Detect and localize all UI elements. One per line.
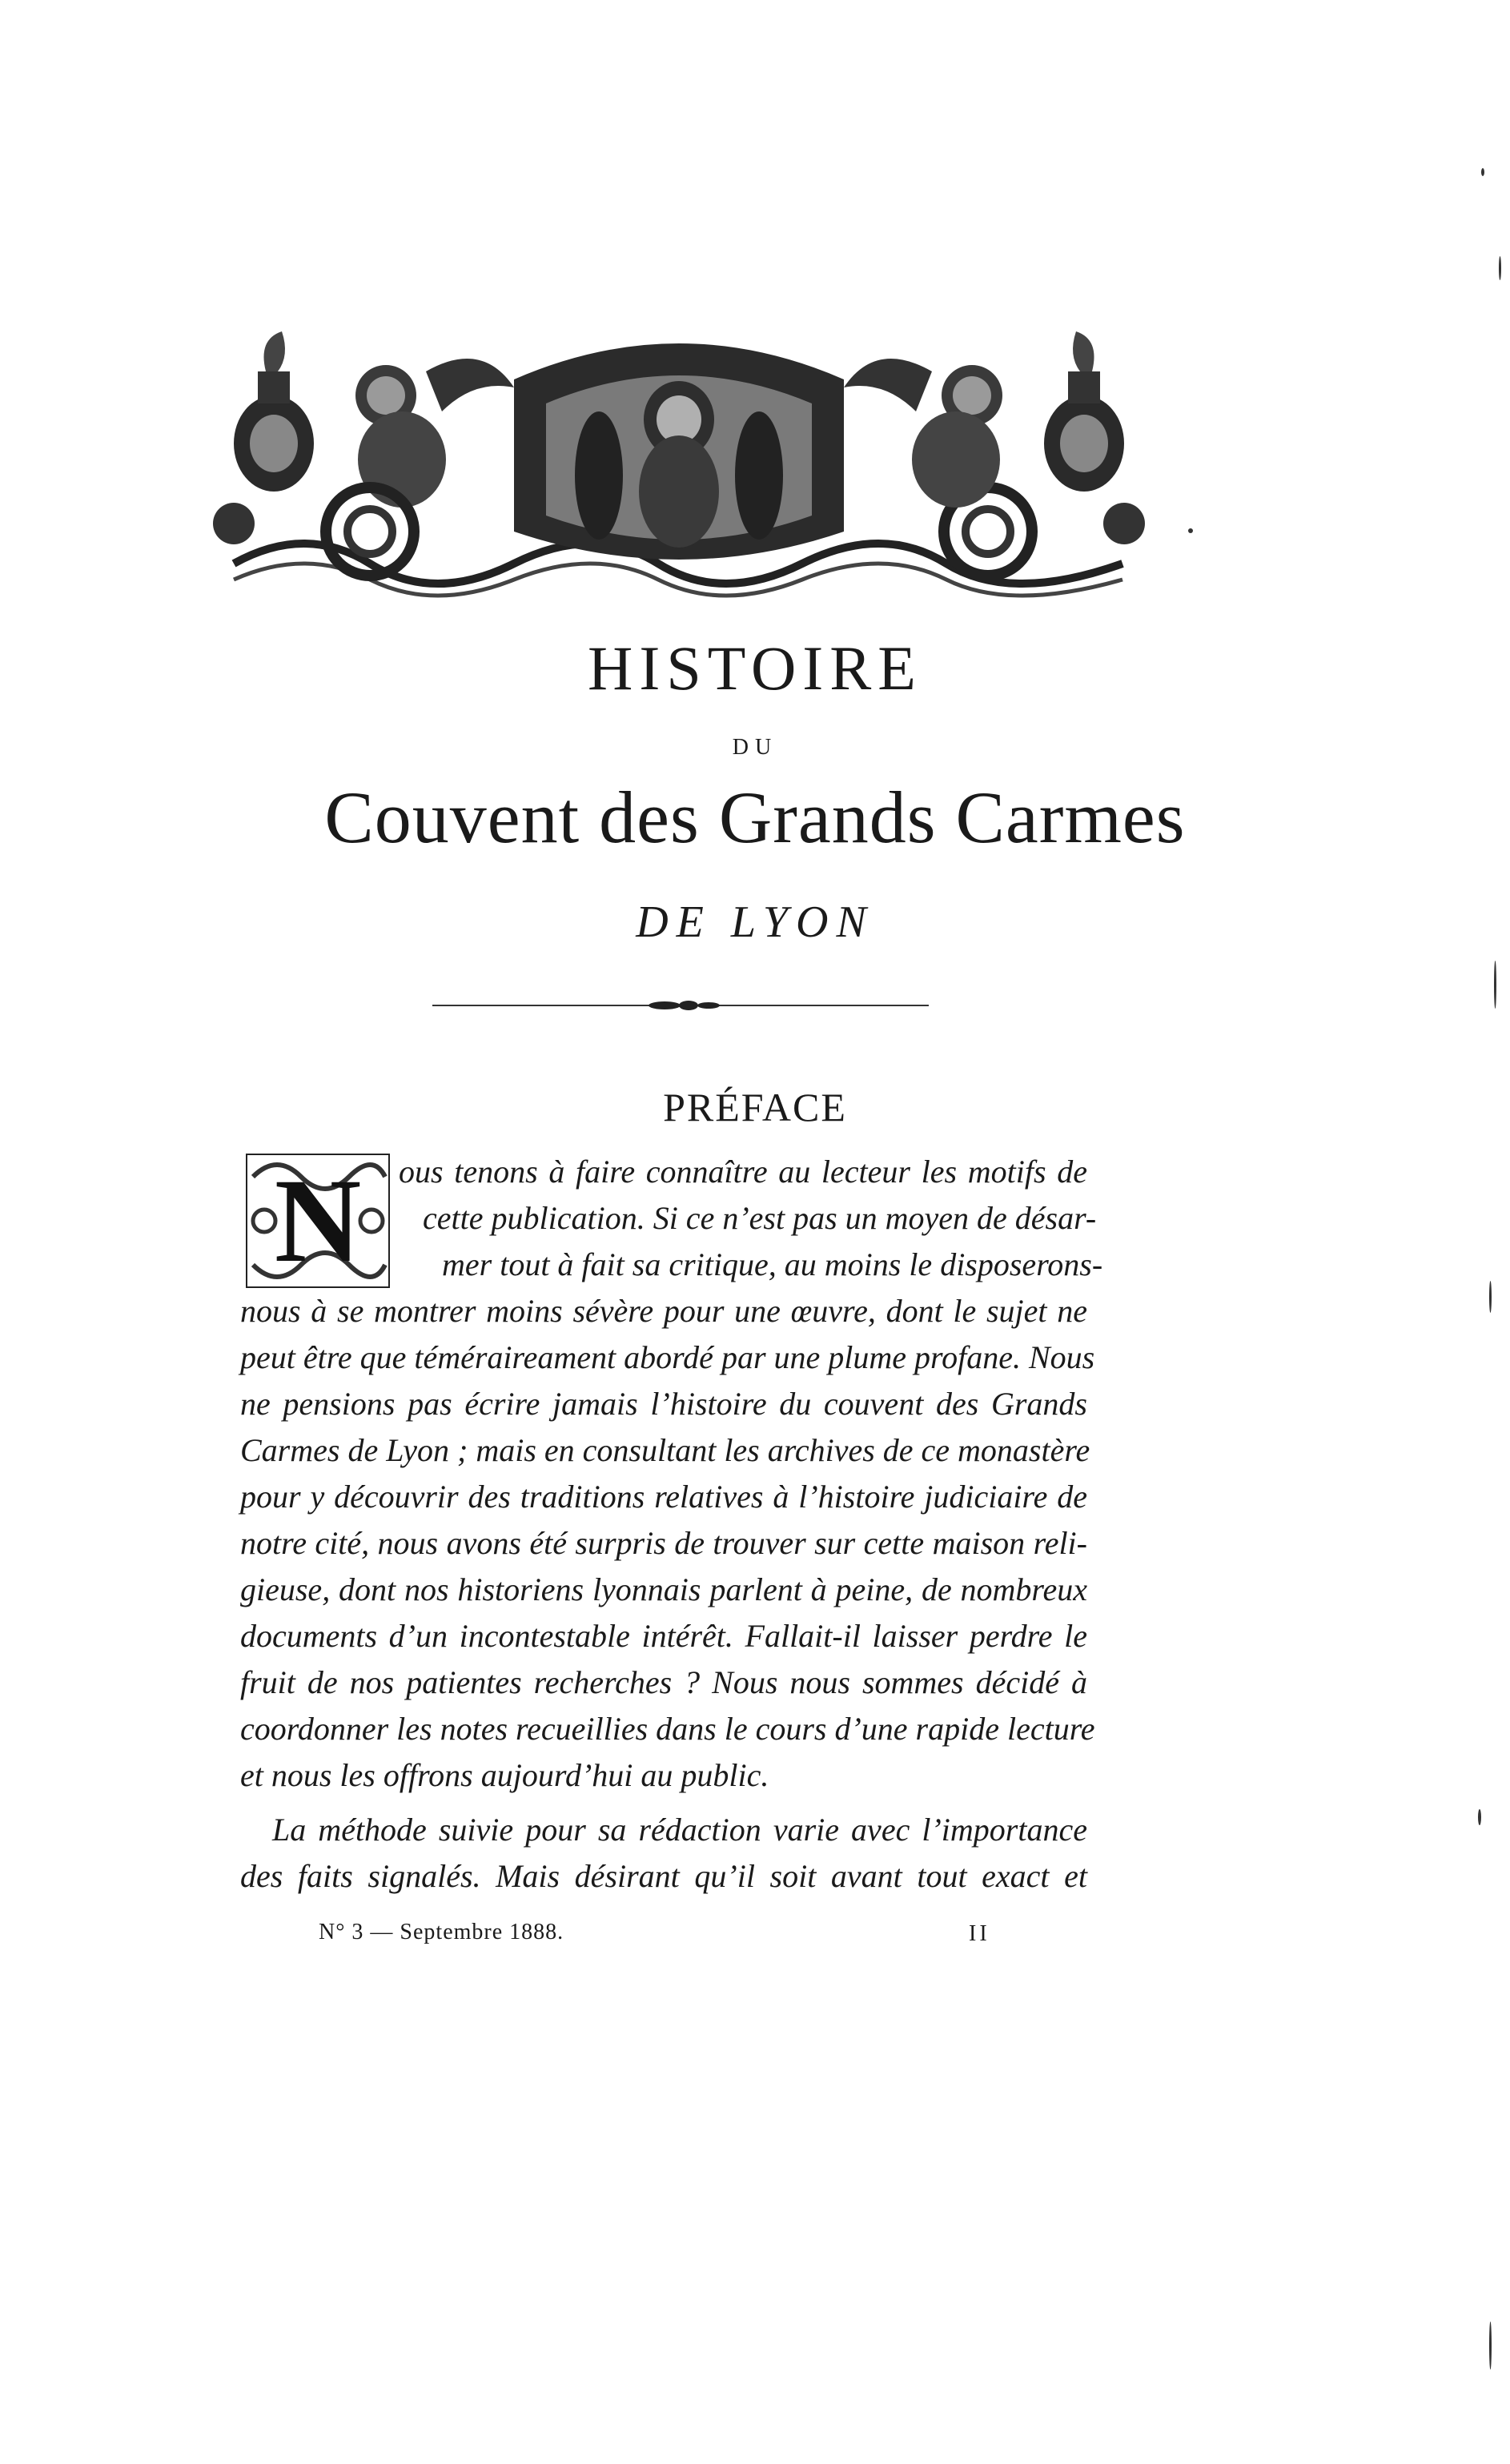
preface-line: fruit de nos patientes recherches ? Nous nous sommes décidé à — [240, 1664, 1087, 1700]
preface-line: des faits signalés. Mais désirant qu’il soit avant tout exact et — [240, 1858, 1087, 1894]
preface-line: mer tout à fait sa critique, au moins le disposerons- — [442, 1246, 1103, 1282]
preface-line: notre cité, nous avons été surpris de trouver sur cette maison reli- — [240, 1525, 1087, 1561]
dropcap-initial — [245, 1153, 391, 1289]
title-connector: DU — [732, 735, 778, 760]
ornament-illustration — [210, 323, 1148, 612]
preface-line: documents d’un incontestable intérêt. Fallait-il laisser perdre le — [240, 1618, 1087, 1654]
title-couvent: Couvent des Grands Carmes — [324, 777, 1186, 858]
preface-line: cette publication. Si ce n’est pas un moyen de désar- — [423, 1200, 1097, 1236]
title-place: DE LYON — [636, 897, 874, 947]
ornamental-headpiece — [210, 323, 1148, 612]
decorative-rule — [432, 997, 929, 1013]
rule-ornament — [432, 997, 929, 1013]
preface-line: La méthode suivie pour sa rédaction varie avec l’importance — [272, 1812, 1087, 1848]
title-histoire: HISTOIRE — [588, 633, 922, 703]
preface-line: gieuse, dont nos historiens lyonnais parlent à peine, de nombreux — [240, 1571, 1087, 1607]
preface-line: ous tenons à faire connaître au lecteur les motifs de — [399, 1154, 1087, 1190]
preface-line: peut être que téméraireament abordé par une plume profane. Nous — [240, 1339, 1095, 1375]
preface-line: pour y découvrir des traditions relatives à l’histoire judiciaire de — [240, 1479, 1087, 1515]
preface-line: ne pensions pas écrire jamais l’histoire du couvent des Grands — [240, 1386, 1087, 1422]
issue-footer: N° 3 — Septembre 1888. — [319, 1920, 564, 1944]
preface-line: et nous les offrons aujourd’hui au public. — [240, 1757, 769, 1793]
signature-mark: II — [969, 1921, 990, 1946]
dropcap-letter: N — [274, 1154, 362, 1287]
preface-line: coordonner les notes recueillies dans le cours d’une rapide lecture — [240, 1711, 1095, 1747]
preface-line: nous à se montrer moins sévère pour une œuvre, dont le sujet ne — [240, 1293, 1087, 1329]
preface-line: Carmes de Lyon ; mais en consultant les archives de ce monastère — [240, 1432, 1090, 1468]
preface-heading: PRÉFACE — [663, 1085, 847, 1130]
